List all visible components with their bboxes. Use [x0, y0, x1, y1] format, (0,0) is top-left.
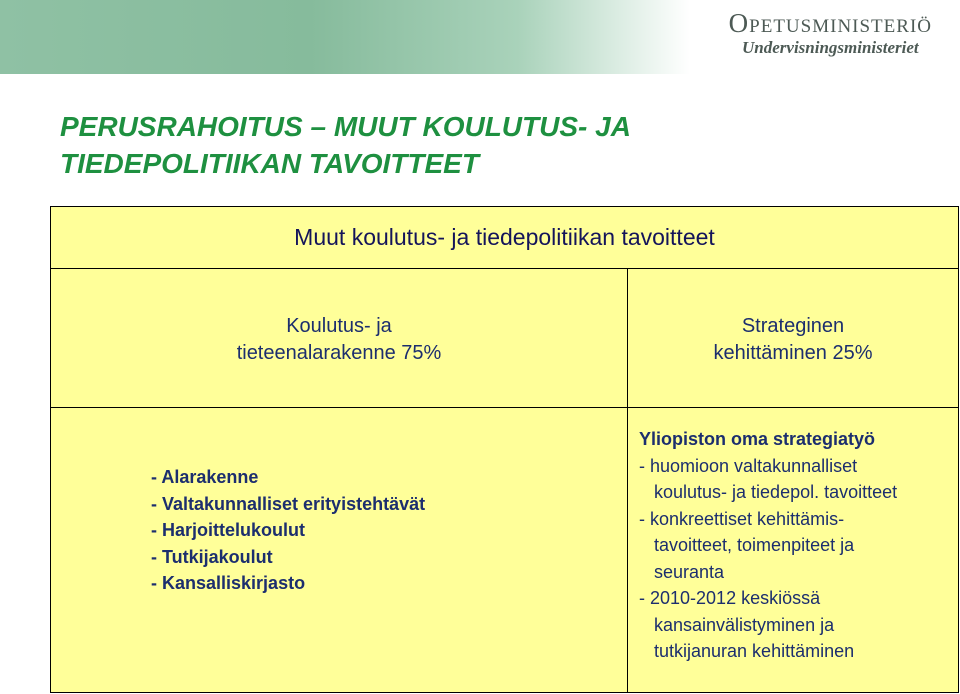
left-content-cell — [51, 408, 628, 692]
right-content-cell — [628, 408, 958, 692]
left-heading-cell — [51, 269, 628, 408]
right-heading — [628, 313, 958, 367]
table-header-row — [51, 207, 958, 269]
table-header-text: Muut koulutus- ja tiedepolitiikan tavoitteet — [294, 224, 715, 250]
slide-title — [60, 108, 820, 182]
ministry-logo — [729, 8, 932, 58]
left-heading-line2: tieteenalarakenne 75% — [236, 342, 442, 364]
structure-list — [151, 464, 425, 597]
slide-title-line1: PERUSRAHOITUS – MUUT KOULUTUS- JA — [60, 111, 631, 142]
right-heading-line1: Strateginen — [741, 315, 845, 337]
logo-name-finnish: Opetusministeriö — [728, 8, 932, 38]
right-heading-cell — [628, 269, 958, 408]
strategy-title: Yliopiston oma strategiatyö — [639, 429, 876, 449]
list-item: - Alarakenne — [151, 467, 259, 487]
list-item: - huomioon valtakunnalliset koulutus- ja tiedepol. tavoitteet — [639, 455, 898, 502]
left-heading-line1: Koulutus- ja — [286, 315, 392, 337]
list-item: - Valtakunnalliset erityistehtävät — [151, 493, 426, 514]
list-item: - Harjoittelukoulut — [151, 520, 305, 540]
strategy-list — [639, 426, 954, 665]
header-decorative-band — [0, 0, 690, 74]
list-item: - Tutkijakoulut — [151, 546, 273, 567]
list-item: - 2010-2012 keskiössä kansainvälistyminen ja tutkijanuran kehittäminen — [639, 588, 855, 661]
left-heading — [51, 313, 627, 367]
slide-title-line2: TIEDEPOLITIIKAN TAVOITTEET — [60, 148, 479, 179]
right-heading-line2: kehittäminen 25% — [713, 342, 873, 364]
objectives-table — [50, 206, 959, 693]
list-item: - Kansalliskirjasto — [151, 573, 306, 593]
logo-name-swedish: Undervisningsministeriet — [742, 38, 919, 57]
list-item: - konkreettiset kehittämis- tavoitteet, toimenpiteet ja seuranta — [639, 508, 855, 582]
